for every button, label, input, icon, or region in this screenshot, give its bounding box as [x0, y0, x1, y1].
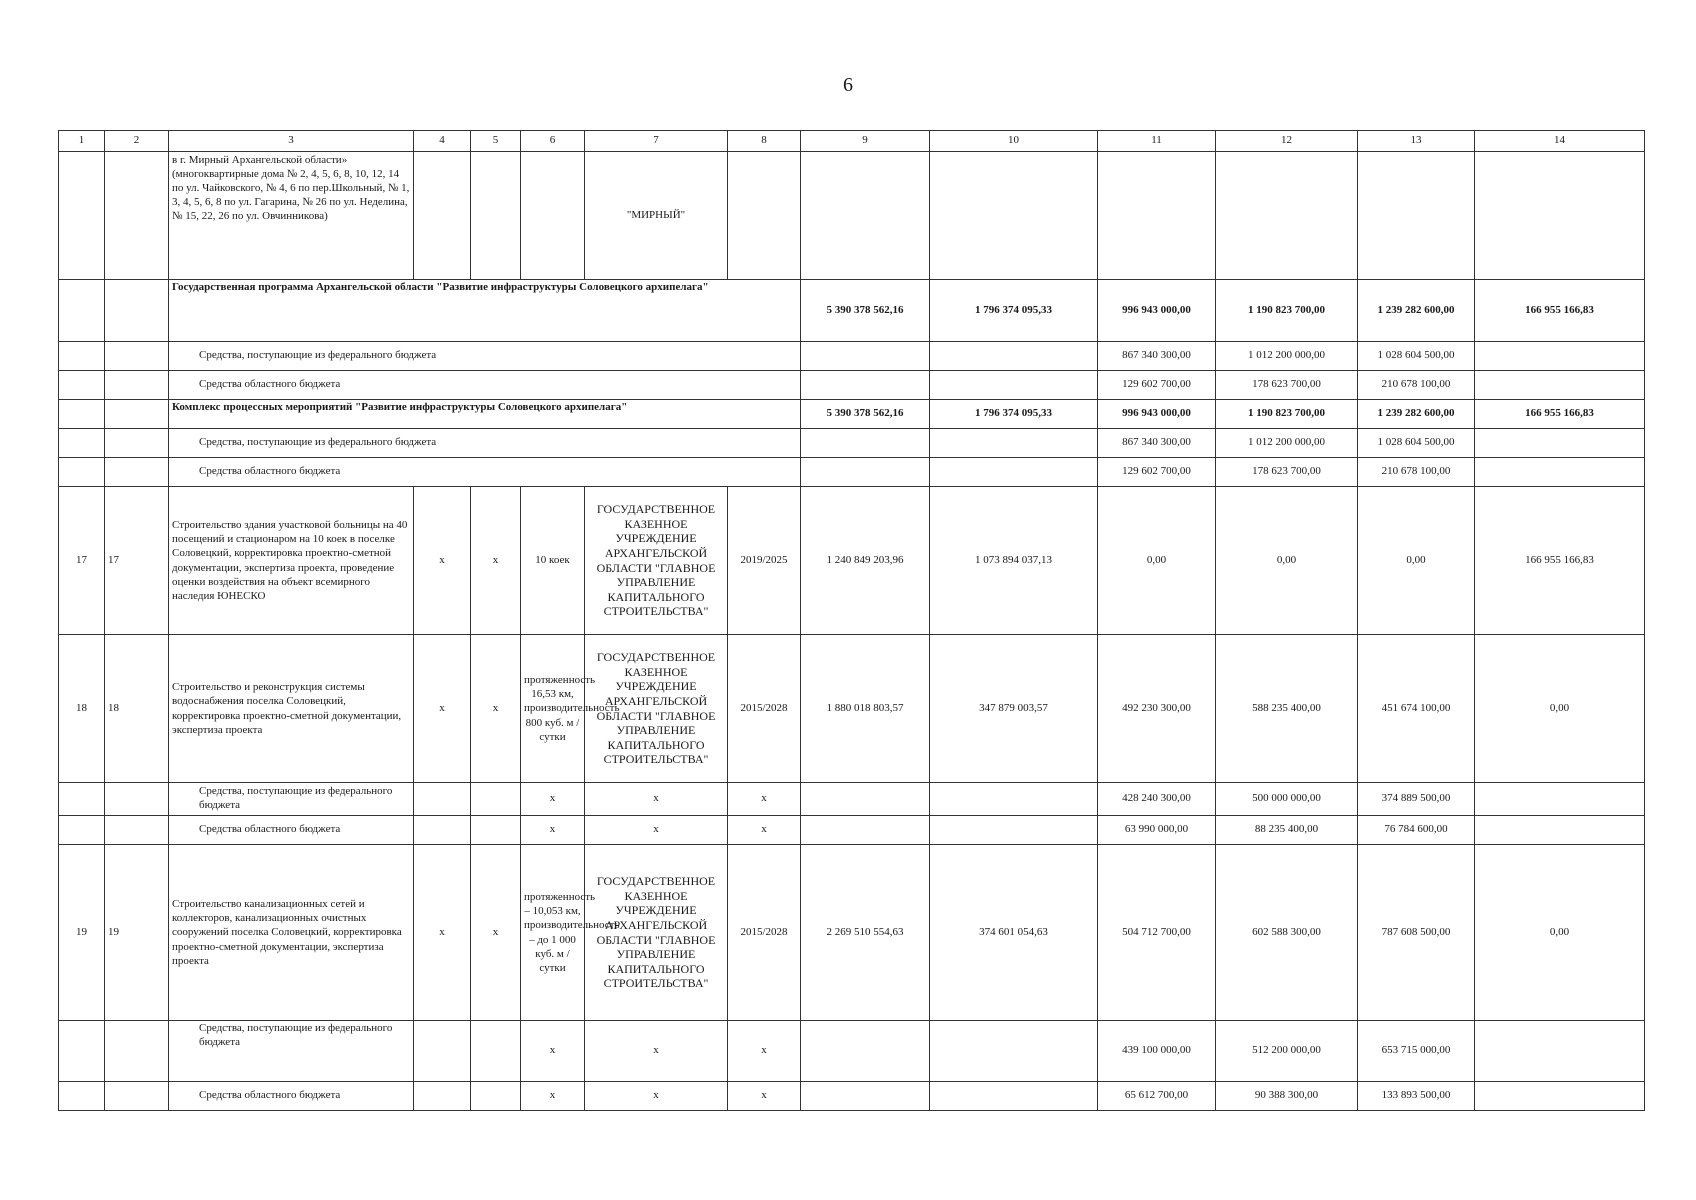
col-header: 13: [1358, 131, 1475, 152]
period: 2015/2028: [728, 635, 801, 783]
amount-cell: 2 269 510 554,63: [801, 845, 930, 1021]
col-header: 1: [59, 131, 105, 152]
amount-cell: 1 880 018 803,57: [801, 635, 930, 783]
amount-cell: 1 028 604 500,00: [1358, 429, 1475, 458]
item-description: Строительство канализационных сетей и коллекторов, канализационных очистных сооружений поселка Соловецкий, корректировка проектно-сметной документации, экспертиза проекта: [169, 845, 414, 1021]
total-cell: 166 955 166,83: [1475, 280, 1645, 342]
row-number: 19: [105, 845, 169, 1021]
col-header: 11: [1098, 131, 1216, 152]
amount-cell: 178 623 700,00: [1216, 371, 1358, 400]
col-header: 7: [585, 131, 728, 152]
period: 2015/2028: [728, 845, 801, 1021]
col-header: 10: [930, 131, 1098, 152]
capacity: протяженность – 10,053 км, производительность – до 1 000 куб. м / сутки: [521, 845, 585, 1021]
total-cell: 1 239 282 600,00: [1358, 400, 1475, 429]
col-header: 9: [801, 131, 930, 152]
capacity: протяженность 16,53 км, производительность 800 куб. м / сутки: [521, 635, 585, 783]
capacity: 10 коек: [521, 487, 585, 635]
amount-cell: 602 588 300,00: [1216, 845, 1358, 1021]
amount-cell: 1 012 200 000,00: [1216, 342, 1358, 371]
row-number: 17: [105, 487, 169, 635]
total-cell: 1 796 374 095,33: [930, 400, 1098, 429]
amount-cell: 374 889 500,00: [1358, 783, 1475, 816]
col-header: 3: [169, 131, 414, 152]
executor: "МИРНЫЙ": [585, 152, 728, 280]
program-row: [59, 280, 1645, 342]
executor: ГОСУДАРСТВЕННОЕ КАЗЕННОЕ УЧРЕЖДЕНИЕ АРХАНГЕЛЬСКОЙ ОБЛАСТИ "ГЛАВНОЕ УПРАВЛЕНИЕ КАПИТАЛЬНОГО СТРОИТЕЛЬСТВА": [585, 487, 728, 635]
total-cell: 5 390 378 562,16: [801, 280, 930, 342]
funding-label: Средства областного бюджета: [169, 371, 801, 400]
amount-cell: 129 602 700,00: [1098, 458, 1216, 487]
total-cell: 166 955 166,83: [1475, 400, 1645, 429]
amount-cell: 210 678 100,00: [1358, 371, 1475, 400]
amount-cell: 512 200 000,00: [1216, 1021, 1358, 1082]
col-header: 2: [105, 131, 169, 152]
funding-label: Средства, поступающие из федерального бюджета: [169, 429, 801, 458]
total-cell: 996 943 000,00: [1098, 400, 1216, 429]
amount-cell: 504 712 700,00: [1098, 845, 1216, 1021]
funding-row: Средства областного бюджета x x x 65 612 700,00 90 388 300,00 133 893 500,00: [59, 1082, 1645, 1111]
funding-row: [59, 371, 1645, 400]
row-number: 18: [59, 635, 105, 783]
total-cell: 1 796 374 095,33: [930, 280, 1098, 342]
amount-cell: 90 388 300,00: [1216, 1082, 1358, 1111]
row-number: 19: [59, 845, 105, 1021]
col-header: 12: [1216, 131, 1358, 152]
table-row: 17 17 Строительство здания участковой больницы на 40 посещений и стационаром на 10 коек в поселке Соловецкий, корректировка проектно-сметной документации, экспертиза проекта, проведение оценки воздействия на объект всемирного наследия ЮНЕСКО x x 10 коек ГОСУДАРСТВЕННОЕ КАЗЕННОЕ УЧРЕЖДЕНИЕ АРХАНГЕЛЬСКОЙ ОБЛАСТИ "ГЛАВНОЕ УПРАВЛЕНИЕ КАПИТАЛЬНОГО СТРОИТЕЛЬСТВА" 2019/2025 1 240 849 203,96 1 073 894 037,13 0,00 0,00 0,00 166 955 166,83: [59, 487, 1645, 635]
col-header: 8: [728, 131, 801, 152]
table-row: [59, 152, 1645, 280]
program-title: Государственная программа Архангельской области "Развитие инфраструктуры Соловецкого архипелага": [169, 280, 801, 342]
col-header: 6: [521, 131, 585, 152]
amount-cell: 347 879 003,57: [930, 635, 1098, 783]
funding-row: Средства, поступающие из федерального бюджета x x x 428 240 300,00 500 000 000,00 374 889 500,00: [59, 783, 1645, 816]
total-cell: 1 239 282 600,00: [1358, 280, 1475, 342]
item-description: Строительство и реконструкция системы водоснабжения поселка Соловецкий, корректировка проектно-сметной документации, экспертиза проекта: [169, 635, 414, 783]
amount-cell: 374 601 054,63: [930, 845, 1098, 1021]
executor: ГОСУДАРСТВЕННОЕ КАЗЕННОЕ УЧРЕЖДЕНИЕ АРХАНГЕЛЬСКОЙ ОБЛАСТИ "ГЛАВНОЕ УПРАВЛЕНИЕ КАПИТАЛЬНОГО СТРОИТЕЛЬСТВА": [585, 635, 728, 783]
funding-row: Средства областного бюджета x x x 63 990 000,00 88 235 400,00 76 784 600,00: [59, 816, 1645, 845]
amount-cell: 867 340 300,00: [1098, 342, 1216, 371]
amount-cell: 1 240 849 203,96: [801, 487, 930, 635]
amount-cell: 133 893 500,00: [1358, 1082, 1475, 1111]
amount-cell: 1 073 894 037,13: [930, 487, 1098, 635]
amount-cell: 1 012 200 000,00: [1216, 429, 1358, 458]
funding-label: Средства областного бюджета: [169, 816, 414, 845]
amount-cell: 0,00: [1216, 487, 1358, 635]
amount-cell: 451 674 100,00: [1358, 635, 1475, 783]
complex-title: Комплекс процессных мероприятий "Развитие инфраструктуры Соловецкого архипелага": [169, 400, 801, 429]
row-number: 17: [59, 487, 105, 635]
amount-cell: 653 715 000,00: [1358, 1021, 1475, 1082]
amount-cell: 129 602 700,00: [1098, 371, 1216, 400]
funding-row: [59, 342, 1645, 371]
amount-cell: 0,00: [1475, 845, 1645, 1021]
col-header: 5: [471, 131, 521, 152]
amount-cell: 166 955 166,83: [1475, 487, 1645, 635]
funding-row: [59, 429, 1645, 458]
amount-cell: 428 240 300,00: [1098, 783, 1216, 816]
period: 2019/2025: [728, 487, 801, 635]
total-cell: 1 190 823 700,00: [1216, 280, 1358, 342]
amount-cell: 0,00: [1358, 487, 1475, 635]
column-number-row: [59, 131, 1645, 152]
page-number: 6: [843, 74, 853, 96]
amount-cell: 787 608 500,00: [1358, 845, 1475, 1021]
funding-label: Средства областного бюджета: [169, 1082, 414, 1111]
row-number: 18: [105, 635, 169, 783]
funding-label: Средства, поступающие из федерального бюджета: [169, 342, 801, 371]
total-cell: 996 943 000,00: [1098, 280, 1216, 342]
col-header: 14: [1475, 131, 1645, 152]
funding-row: Средства, поступающие из федерального бюджета x x x 439 100 000,00 512 200 000,00 653 715 000,00: [59, 1021, 1645, 1082]
table-row: 19 19 Строительство канализационных сетей и коллекторов, канализационных очистных сооружений поселка Соловецкий, корректировка проектно-сметной документации, экспертиза проекта x x протяженность – 10,053 км, производительность – до 1 000 куб. м / сутки ГОСУДАРСТВЕННОЕ КАЗЕННОЕ УЧРЕЖДЕНИЕ АРХАНГЕЛЬСКОЙ ОБЛАСТИ "ГЛАВНОЕ УПРАВЛЕНИЕ КАПИТАЛЬНОГО СТРОИТЕЛЬСТВА" 2015/2028 2 269 510 554,63 374 601 054,63 504 712 700,00 602 588 300,00 787 608 500,00 0,00: [59, 845, 1645, 1021]
complex-row: [59, 400, 1645, 429]
amount-cell: 0,00: [1475, 635, 1645, 783]
budget-table: [58, 130, 1645, 1111]
item-description: Строительство здания участковой больницы на 40 посещений и стационаром на 10 коек в поселке Соловецкий, корректировка проектно-сметной документации, экспертиза проекта, проведение оценки воздействия на объект всемирного наследия ЮНЕСКО: [169, 487, 414, 635]
amount-cell: 439 100 000,00: [1098, 1021, 1216, 1082]
amount-cell: 63 990 000,00: [1098, 816, 1216, 845]
amount-cell: 867 340 300,00: [1098, 429, 1216, 458]
funding-label: Средства, поступающие из федерального бюджета: [169, 783, 414, 816]
funding-label: Средства, поступающие из федерального бюджета: [169, 1021, 414, 1082]
amount-cell: 76 784 600,00: [1358, 816, 1475, 845]
item-description: в г. Мирный Архангельской области» (многоквартирные дома № 2, 4, 5, 6, 8, 10, 12, 14 по ул. Чайковского, № 4, 6 по пер.Школьный, № 1, 3, 4, 5, 6, 8 по ул. Гагарина, № 26 по ул. Неделина, № 15, 22, 26 по ул. Овчинникова): [169, 152, 414, 280]
amount-cell: 0,00: [1098, 487, 1216, 635]
col-header: 4: [414, 131, 471, 152]
funding-row: [59, 458, 1645, 487]
amount-cell: 588 235 400,00: [1216, 635, 1358, 783]
total-cell: 5 390 378 562,16: [801, 400, 930, 429]
amount-cell: 65 612 700,00: [1098, 1082, 1216, 1111]
amount-cell: 178 623 700,00: [1216, 458, 1358, 487]
amount-cell: 1 028 604 500,00: [1358, 342, 1475, 371]
amount-cell: 88 235 400,00: [1216, 816, 1358, 845]
amount-cell: 210 678 100,00: [1358, 458, 1475, 487]
executor: ГОСУДАРСТВЕННОЕ КАЗЕННОЕ УЧРЕЖДЕНИЕ АРХАНГЕЛЬСКОЙ ОБЛАСТИ "ГЛАВНОЕ УПРАВЛЕНИЕ КАПИТАЛЬНОГО СТРОИТЕЛЬСТВА": [585, 845, 728, 1021]
funding-label: Средства областного бюджета: [169, 458, 801, 487]
amount-cell: 492 230 300,00: [1098, 635, 1216, 783]
total-cell: 1 190 823 700,00: [1216, 400, 1358, 429]
table-row: 18 18 Строительство и реконструкция системы водоснабжения поселка Соловецкий, корректировка проектно-сметной документации, экспертиза проекта x x протяженность 16,53 км, производительность 800 куб. м / сутки ГОСУДАРСТВЕННОЕ КАЗЕННОЕ УЧРЕЖДЕНИЕ АРХАНГЕЛЬСКОЙ ОБЛАСТИ "ГЛАВНОЕ УПРАВЛЕНИЕ КАПИТАЛЬНОГО СТРОИТЕЛЬСТВА" 2015/2028 1 880 018 803,57 347 879 003,57 492 230 300,00 588 235 400,00 451 674 100,00 0,00: [59, 635, 1645, 783]
amount-cell: 500 000 000,00: [1216, 783, 1358, 816]
